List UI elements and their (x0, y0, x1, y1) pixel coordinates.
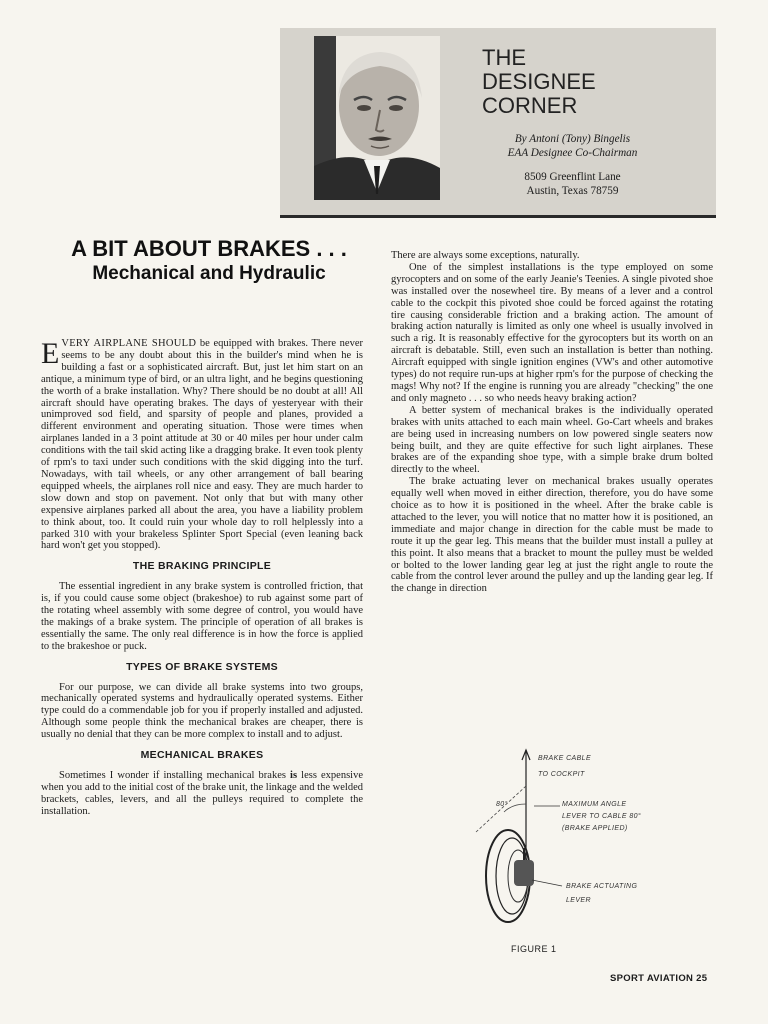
author-name: By Antoni (Tony) Bingelis (514, 133, 631, 145)
author-role: EAA Designee Co-Chairman (507, 147, 638, 159)
header-title-line: THE (482, 45, 526, 70)
paragraph-braking-principle: The essential ingredient in any brake system is controlled friction, that is, if you could cause some object (brakeshoe) to rub against some part of the rotating wheel assembly with some degree of control, you would have the makings of a brake system. The principle of operation of all brakes is essentially the same. The only real difference is in how the force is applied to the brakeshoe or puck. (41, 581, 363, 652)
article-headline (44, 236, 374, 286)
paragraph-better-system: A better system of mechanical brakes is the individually operated brakes with units attached to each main wheel. Go-Cart wheels and brakes are being used in increasing numbers on low powered single seaters now being built, and they are quite effective for such light airplanes. These brakes are of the expanding shoe type, with a simple brake drum bolted directly to the wheel. (391, 404, 713, 476)
paragraph-types: For our purpose, we can divide all brake systems into two groups, mechanically operated systems and hydraulically operated systems. Either type could do a commendable job for you if properly installed and adjusted. Although some people think the mechanical brakes are cheaper, there is usually no denial that they can be more complex to install and to adjust. (41, 681, 363, 741)
designee-corner-header (280, 28, 716, 218)
paragraph-actuating-lever: The brake actuating lever on mechanical brakes usually operates equally well when moved in either direction, therefore, you do have some choice as to how it is positioned in the wheel. After the brake cable is attached to the lever, you will notice that no matter how it is positioned, an immediate and major change in direction for the cable must be made to route it up the gear leg. This means that the builder must install a pulley at this point. It also means that a bracket to mount the pulley must be welded or bolted to the lower landing gear leg at just the right angle to route the cable from the control lever around the pulley and up the landing gear leg. If the change in direction (391, 476, 713, 595)
paragraph-exceptions: There are always some exceptions, naturally. (391, 250, 580, 261)
subhead-types: TYPES OF BRAKE SYSTEMS (126, 660, 278, 673)
emphasis-is: is (290, 770, 298, 781)
author-byline (480, 132, 665, 160)
paragraph-intro-text: be equipped with brakes. There never seems to be any doubt about this in the builder's mind when he is building a fast or a sophisticated aircraft. But, just let him start on an antique, a minimum type of bird, or an ultra light, and he begins questioning the worth of a brake installation. Why? There should be no doubt at all! All aircraft should have operating brakes. The days of yesteryear with their unimproved sod field, and sparsity of people and planes, provided a different environment and operating situation. Those were times when airplanes landed in a 3 point attitude at 30 or 40 miles per hour under calm conditions with the tail skid acting like a dragging brake. It even took plenty of rpm's to taxi under such conditions with the skid digging into the turf. Nowadays, with tail wheels, or any other arrangement of ball bearing equipped wheels, the airplanes roll nice and easy. They are much harder to slow down and stop on pavement. Not only that but with many other expensive airplanes parked all about the area, you have a liability problem to think about, too. It could ruin your whole day to roll helplessly into a parked 310 with your brakeless Splinter Sport Special (even leaning back hard won't get you stopped). (41, 338, 363, 552)
drop-cap: E (41, 337, 60, 370)
label-lever-2: LEVER (566, 897, 591, 904)
lever-line (476, 786, 526, 832)
address-city: Austin, Texas 78759 (526, 185, 619, 197)
paragraph-intro (41, 338, 363, 552)
header-title-line: DESIGNEE (482, 69, 596, 94)
paragraph-simple-installations: One of the simplest installations is the type employed on some gyrocopters and on some of the early Jeanie's Teenies. A single pivoted shoe was installed over the nosewheel tire. By means of a lever and a control cable to the cockpit this pivoted shoe could be forced against the rotating tire causing considerable friction and a braking action. The amount of braking action naturally is limited as only one wheel is usually involved in such a rig. It is reasonably effective for the gyrocopters but its worth on an aircraft is debatable. Still, even such an installation is better than nothing. Aircraft equipped with single ignition engines (VW's and other automotive types) do not require run-ups at higher rpm's for the purpose of checking the mags! Why not? If the engine is running you are already "checking" the one and only magneto . . . so who needs heavy braking action? (391, 261, 713, 404)
paragraph-mechanical (41, 770, 363, 818)
label-lever-1: BRAKE ACTUATING (566, 883, 638, 890)
article-column-left (41, 338, 363, 818)
figure-1 (462, 748, 692, 963)
label-angle-3: (BRAKE APPLIED) (562, 825, 628, 832)
lead-caps: VERY AIRPLANE SHOULD (61, 338, 197, 349)
page-footer: SPORT AVIATION 25 (610, 973, 708, 984)
author-address (480, 170, 665, 198)
paragraph-mechanical-a: Sometimes I wonder if installing mechanical brakes (59, 770, 291, 781)
angle-label: 80° (496, 801, 508, 808)
address-street: 8509 Greenflint Lane (524, 171, 621, 183)
headline-line2: Mechanical and Hydraulic (92, 263, 326, 284)
label-angle-1: MAXIMUM ANGLE (562, 801, 627, 808)
subhead-mechanical: MECHANICAL BRAKES (140, 749, 264, 762)
brake-drum (514, 860, 534, 886)
headline-line1: A BIT ABOUT BRAKES . . . (71, 236, 347, 261)
subhead-braking-principle: THE BRAKING PRINCIPLE (132, 560, 272, 573)
author-portrait (314, 36, 440, 200)
label-cable-1: BRAKE CABLE (538, 755, 592, 762)
brake-diagram (462, 748, 692, 963)
label-angle-2: LEVER TO CABLE 80° (562, 813, 642, 820)
article-column-right (391, 250, 713, 595)
paragraph-mechanical-b: less expensive when you add to the initial cost of the brake unit, the linkage and the welded brackets, cables, levers, and all the pulleys required to complete the installation. (41, 770, 363, 817)
author-portrait-image (314, 36, 440, 200)
header-title-line: CORNER (482, 93, 578, 118)
lever-leader (532, 880, 562, 886)
label-cable-2: TO COCKPIT (538, 771, 585, 778)
figure-caption: FIGURE 1 (511, 944, 557, 954)
header-title (482, 46, 596, 118)
